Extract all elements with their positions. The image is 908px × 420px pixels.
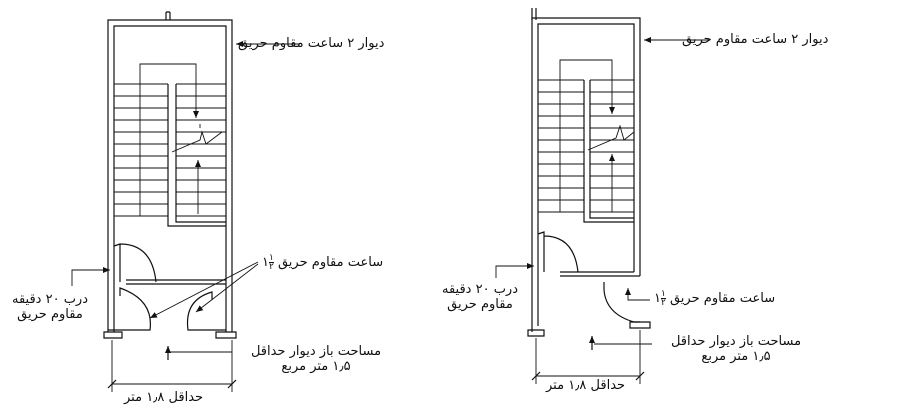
left-top-vent [166, 12, 170, 20]
right-landing [560, 272, 640, 276]
right-fire-door-text: ساعت مقاوم حریق [669, 291, 776, 306]
right-fire-door-label [654, 290, 775, 307]
left-stair-treads [114, 84, 226, 216]
left-open-area-line2: ۱٫۵ متر مربع [281, 359, 351, 374]
right-inner-wall [538, 24, 634, 326]
left-stair-plan [72, 12, 300, 392]
right-wall-label: دیوار ۲ ساعت مقاوم حریق [682, 32, 829, 47]
left-fire-door-whole: ۱ [262, 255, 269, 270]
right-door20-leader [496, 266, 534, 278]
left-fire-door-fraction [269, 254, 274, 271]
right-fire-door-whole: ۱ [654, 291, 661, 306]
right-open-area-line2: ۱٫۵ متر مربع [701, 349, 771, 364]
right-door-label [440, 282, 520, 312]
right-open-area-label [656, 334, 816, 364]
left-center-wall [168, 84, 226, 226]
right-fire-door-fraction [661, 290, 666, 307]
right-door-line2: مقاوم حریق [447, 297, 513, 312]
right-break-line [588, 126, 634, 150]
right-fire-door-num: ۱ [660, 289, 666, 299]
left-open-area-line1: مساحت باز دیوار حداقل [250, 344, 382, 359]
right-bottom-stubs [528, 322, 650, 336]
right-open-area-line1: مساحت باز دیوار حداقل [670, 334, 802, 349]
right-firedoor-leader [628, 288, 650, 300]
left-door20-leader [72, 270, 110, 286]
left-landing [126, 280, 226, 284]
right-width-label: حداقل ۱٫۸ متر [546, 378, 626, 393]
left-wall-label: دیوار ۲ ساعت مقاوم حریق [238, 36, 385, 51]
left-fire-door-num: ۱ [268, 253, 274, 263]
right-walkline [560, 60, 612, 212]
left-firedoor-leader-1 [150, 262, 258, 318]
right-exit-door [604, 282, 640, 322]
right-door-line1: درب ۲۰ دقیقه [441, 282, 518, 297]
right-center-wall [584, 80, 634, 222]
left-exit-door-right [188, 292, 227, 330]
right-door-20min [538, 232, 578, 272]
right-stair-treads [538, 80, 634, 212]
left-door-line2: مقاوم حریق [17, 307, 83, 322]
left-door-20min [114, 244, 156, 282]
right-outer-wall [532, 18, 640, 332]
left-open-area-label [238, 344, 394, 374]
left-firedoor-leader-2 [196, 264, 258, 312]
left-inner-wall [114, 26, 226, 332]
left-bottom-stubs [104, 332, 236, 338]
right-fire-door-den: ۲ [660, 298, 666, 308]
left-fire-door-text: ساعت مقاوم حریق [277, 255, 384, 270]
left-fire-door-den: ۲ [268, 262, 274, 272]
left-width-label: حداقل ۱٫۸ متر [124, 390, 204, 405]
right-stair-plan [496, 8, 710, 384]
left-fire-door-label [262, 254, 383, 271]
left-door-line1: درب ۲۰ دقیقه [11, 292, 88, 307]
left-door-label [12, 292, 88, 322]
left-break-line [172, 132, 222, 152]
